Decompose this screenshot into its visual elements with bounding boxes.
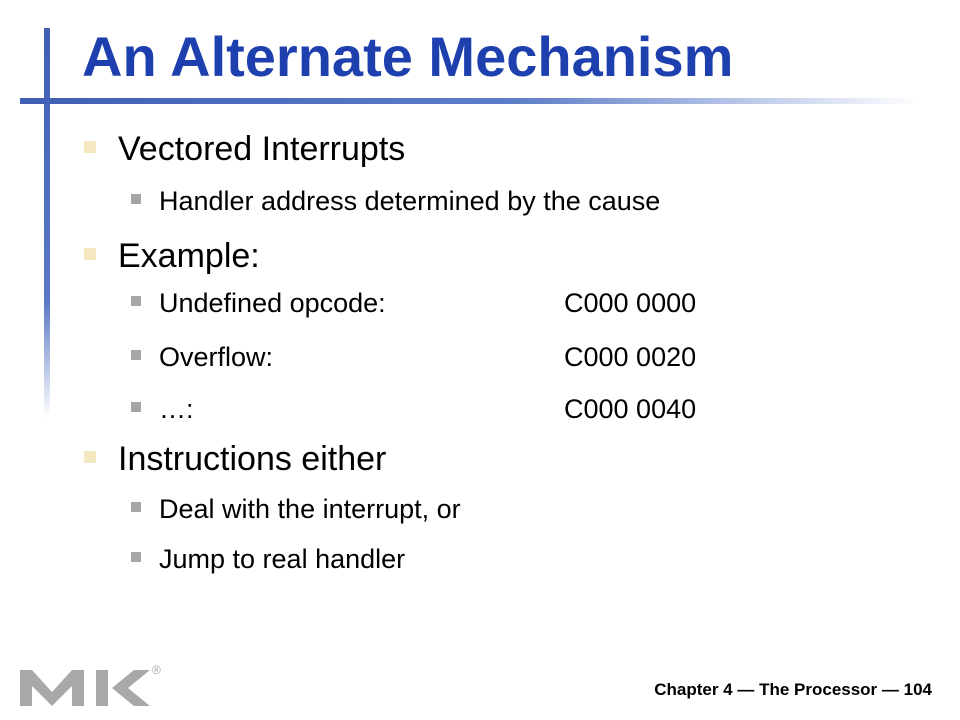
registered-mark: ® <box>152 663 161 677</box>
bullet-marker <box>84 248 96 260</box>
bullet-marker <box>131 194 141 204</box>
cause-label: Overflow: <box>159 341 274 372</box>
bullet-overflow <box>131 338 696 372</box>
publisher-logo <box>16 656 166 712</box>
slide-footer: Chapter 4 — The Processor — 104 <box>654 680 932 699</box>
bullet-vectored-interrupts <box>84 126 405 168</box>
bullet-marker <box>131 350 141 360</box>
bullet-text: Example: <box>118 237 260 276</box>
bullet-text: Jump to real handler <box>159 543 406 574</box>
bullet-handler-address <box>131 182 660 216</box>
bullet-marker <box>84 451 96 463</box>
bullet-deal-with-interrupt <box>131 490 461 524</box>
bullet-marker <box>84 141 96 153</box>
bullet-marker <box>131 552 141 562</box>
bullet-undefined-opcode <box>131 284 696 318</box>
handler-address: C000 0040 <box>564 393 697 424</box>
bullet-example <box>84 233 260 275</box>
bullet-marker <box>131 502 141 512</box>
bullet-text: Vectored Interrupts <box>118 130 406 169</box>
handler-address: C000 0000 <box>564 287 697 318</box>
bullet-ellipsis <box>131 390 696 424</box>
bullet-instructions-either <box>84 436 386 478</box>
cause-label: …: <box>159 393 194 424</box>
horizontal-accent-bar <box>20 98 920 104</box>
bullet-text: Deal with the interrupt, or <box>159 493 461 524</box>
bullet-jump-to-handler <box>131 540 405 574</box>
bullet-text: Handler address determined by the cause <box>159 185 661 216</box>
bullet-text: Instructions either <box>118 440 387 479</box>
bullet-marker <box>131 296 141 306</box>
slide-title: An Alternate Mechanism <box>82 25 734 88</box>
handler-address: C000 0020 <box>564 341 697 372</box>
bullet-marker <box>131 402 141 412</box>
vertical-accent-bar <box>44 28 50 418</box>
cause-label: Undefined opcode: <box>159 287 386 318</box>
